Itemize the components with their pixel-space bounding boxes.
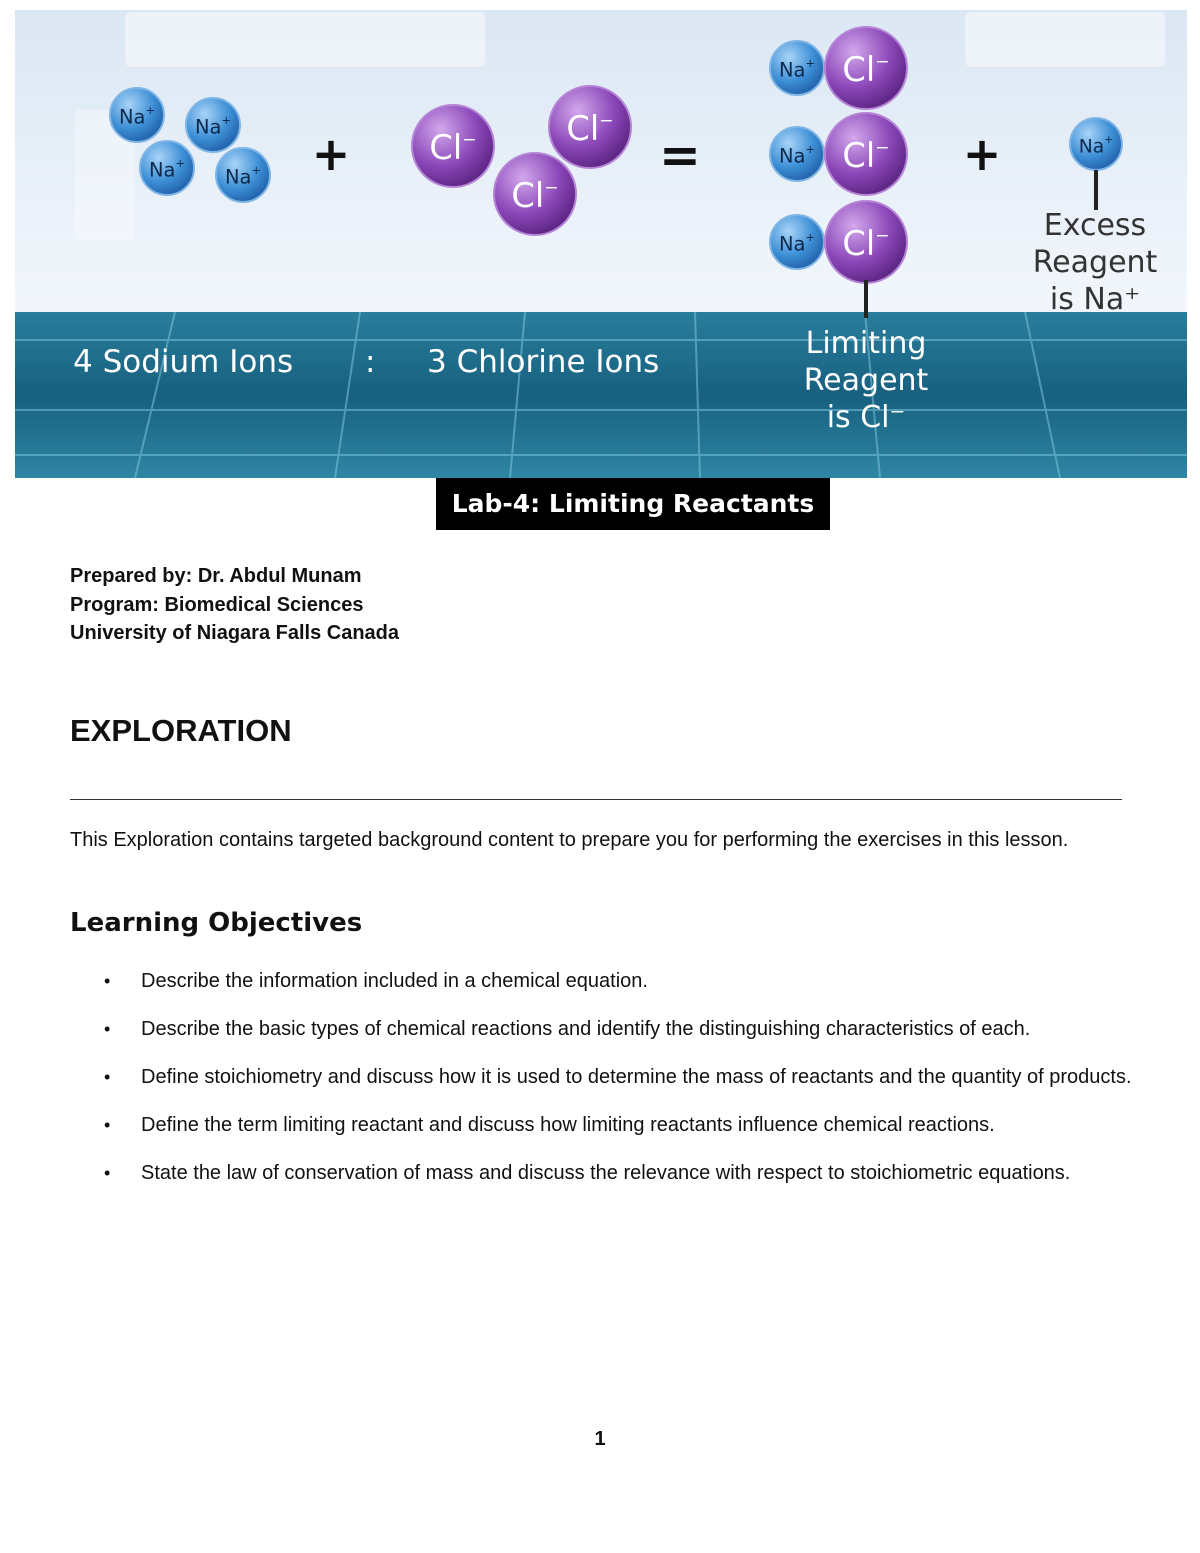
plus-sign: + xyxy=(311,127,351,181)
header-illustration xyxy=(15,10,1187,478)
objective-item xyxy=(70,1013,1150,1046)
page-number: 1 xyxy=(594,1428,606,1450)
svg-text:Na+: Na+ xyxy=(779,56,815,82)
svg-text:Cl−: Cl− xyxy=(566,109,614,149)
author-info xyxy=(70,562,399,648)
bullet-icon: • xyxy=(104,1019,111,1039)
banner-bg-panel xyxy=(965,12,1165,67)
lab-title: Lab-4: Limiting Reactants xyxy=(436,478,830,530)
svg-text:Na+: Na+ xyxy=(1078,133,1114,158)
equals-sign: = xyxy=(659,126,701,184)
svg-text:Na+: Na+ xyxy=(195,113,231,139)
objective-item xyxy=(70,965,1150,998)
svg-text:Na+: Na+ xyxy=(779,230,815,256)
objective-text: State the law of conservation of mass and discuss the relevance with respect to stoichiometric equations. xyxy=(141,1162,1071,1184)
excess-reagent-line-2: Reagent xyxy=(1032,245,1158,280)
svg-text:Na+: Na+ xyxy=(779,142,815,168)
svg-text:Cl−: Cl− xyxy=(511,176,559,216)
section-divider xyxy=(70,799,1122,800)
ratio-left-label: 4 Sodium Ions xyxy=(73,344,294,380)
banner-floor xyxy=(15,312,1187,478)
svg-text:Na+: Na+ xyxy=(119,103,155,129)
svg-text:Na+: Na+ xyxy=(225,163,261,189)
plus-sign: + xyxy=(962,127,1002,181)
chloride-ion xyxy=(412,105,494,187)
excess-reagent-line-3: is Na⁺ xyxy=(1049,282,1141,317)
svg-text:Cl−: Cl− xyxy=(429,128,477,168)
chloride-ion xyxy=(825,27,907,109)
limiting-reagent-line-3: is Cl⁻ xyxy=(826,400,906,435)
section-heading: EXPLORATION xyxy=(70,713,292,748)
svg-text:Cl−: Cl− xyxy=(842,224,890,264)
banner-bg-panel xyxy=(125,12,485,67)
chloride-ion xyxy=(825,113,907,195)
sodium-ion xyxy=(1070,118,1122,170)
intro-paragraph: This Exploration contains targeted background content to prepare you for performing the exercises in this lesson. xyxy=(70,829,1069,851)
prepared-by: Prepared by: Dr. Abdul Munam xyxy=(70,565,362,587)
objectives-list xyxy=(70,965,1150,1205)
sodium-ion xyxy=(770,215,824,269)
objective-text: Describe the information included in a chemical equation. xyxy=(141,970,648,992)
sodium-ion xyxy=(186,98,240,152)
ratio-separator: : xyxy=(365,344,376,380)
objective-item xyxy=(70,1157,1150,1190)
limiting-reagent-line-1: Limiting xyxy=(805,326,927,361)
objective-text: Define stoichiometry and discuss how it is used to determine the mass of reactants and the quantity of products. xyxy=(141,1066,1132,1088)
excess-reagent-line-1: Excess xyxy=(1043,208,1147,243)
svg-text:Cl−: Cl− xyxy=(842,50,890,90)
objective-text: Define the term limiting reactant and discuss how limiting reactants influence chemical reactions. xyxy=(141,1114,995,1136)
chloride-ion xyxy=(825,201,907,283)
sodium-ion xyxy=(216,148,270,202)
ratio-right-label: 3 Chlorine Ions xyxy=(427,344,660,380)
sodium-ion xyxy=(770,41,824,95)
bullet-icon: • xyxy=(104,1067,111,1087)
bullet-icon: • xyxy=(104,1115,111,1135)
sodium-ion xyxy=(140,141,194,195)
objective-item xyxy=(70,1109,1150,1142)
sodium-ion xyxy=(770,127,824,181)
objective-item xyxy=(70,1061,1150,1094)
svg-text:Na+: Na+ xyxy=(149,156,185,182)
chloride-ion xyxy=(549,86,631,168)
university: University of Niagara Falls Canada xyxy=(70,622,400,644)
limiting-reagent-line-2: Reagent xyxy=(803,363,929,398)
sodium-ion xyxy=(110,88,164,142)
objectives-heading: Learning Objectives xyxy=(70,908,363,938)
program: Program: Biomedical Sciences xyxy=(70,593,364,616)
bullet-icon: • xyxy=(104,971,111,991)
svg-text:Cl−: Cl− xyxy=(842,136,890,176)
objective-text: Describe the basic types of chemical reactions and identify the distinguishing characteristics of each. xyxy=(141,1018,1031,1040)
chloride-ion xyxy=(494,153,576,235)
bullet-icon: • xyxy=(104,1163,111,1183)
